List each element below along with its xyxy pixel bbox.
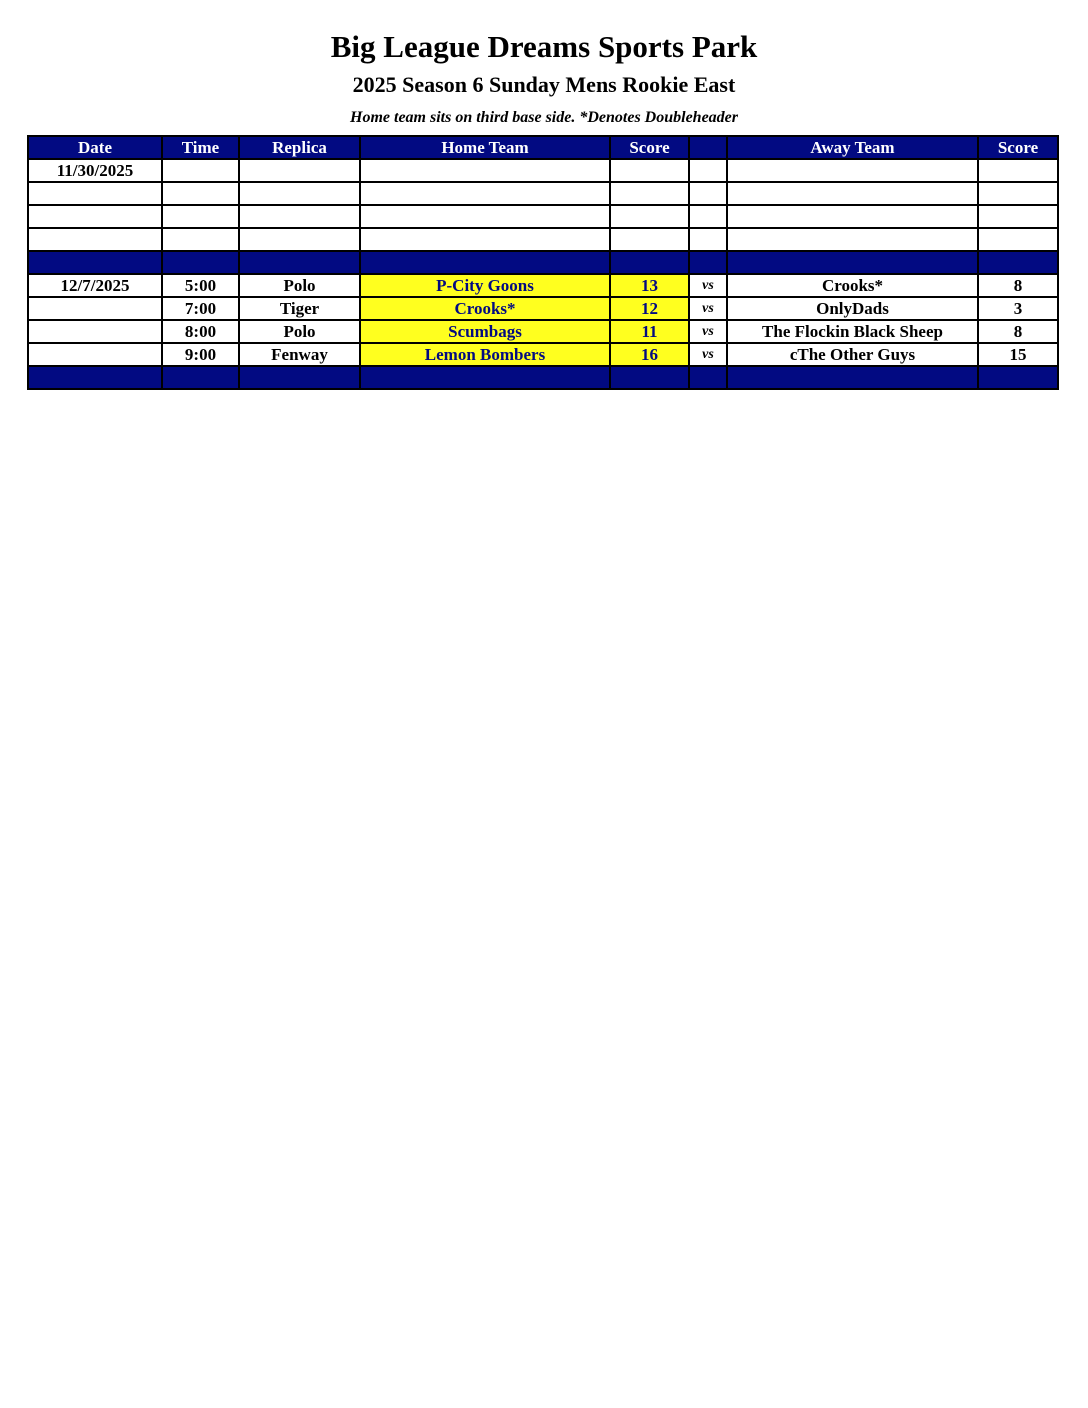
away-score-cell: 8 xyxy=(978,320,1058,343)
table-row xyxy=(28,297,1058,320)
table-row xyxy=(28,343,1058,366)
separator-row xyxy=(28,251,1058,274)
away-team-cell: The Flockin Black Sheep xyxy=(727,320,978,343)
table-row xyxy=(28,228,1058,251)
table-row xyxy=(28,274,1058,297)
away-team-cell: cThe Other Guys xyxy=(727,343,978,366)
away-score-cell: 8 xyxy=(978,274,1058,297)
field-cell: Polo xyxy=(239,320,360,343)
away-team-cell: Crooks* xyxy=(727,274,978,297)
col-time: Time xyxy=(162,136,239,159)
field-cell: Tiger xyxy=(239,297,360,320)
col-home-score: Score xyxy=(610,136,689,159)
time-cell: 8:00 xyxy=(162,320,239,343)
away-team-cell: OnlyDads xyxy=(727,297,978,320)
time-cell: 5:00 xyxy=(162,274,239,297)
vs-cell: vs xyxy=(689,343,727,366)
date-cell: 12/7/2025 xyxy=(28,274,162,297)
col-away-team: Away Team xyxy=(727,136,978,159)
col-away-score: Score xyxy=(978,136,1058,159)
col-home-team: Home Team xyxy=(360,136,610,159)
page-title: Big League Dreams Sports Park xyxy=(330,29,758,64)
col-date: Date xyxy=(28,136,162,159)
table-row xyxy=(28,205,1058,228)
home-team-cell: P-City Goons xyxy=(360,274,610,297)
away-score-cell: 15 xyxy=(978,343,1058,366)
table-row xyxy=(28,320,1058,343)
away-score-cell: 3 xyxy=(978,297,1058,320)
vs-cell: vs xyxy=(689,274,727,297)
vs-cell: vs xyxy=(689,320,727,343)
col-replica: Replica xyxy=(239,136,360,159)
page-note: Home team sits on third base side. *Denotes Doubleheader xyxy=(350,109,738,126)
home-score-cell: 12 xyxy=(610,297,689,320)
page-subtitle: 2025 Season 6 Sunday Mens Rookie East xyxy=(352,72,736,97)
date-cell: 11/30/2025 xyxy=(28,159,162,182)
time-cell: 9:00 xyxy=(162,343,239,366)
col-vs xyxy=(689,136,727,159)
table-row xyxy=(28,159,1058,182)
field-cell: Fenway xyxy=(239,343,360,366)
home-score-cell: 11 xyxy=(610,320,689,343)
header-row xyxy=(28,136,1058,159)
home-score-cell: 16 xyxy=(610,343,689,366)
home-team-cell: Lemon Bombers xyxy=(360,343,610,366)
field-cell: Polo xyxy=(239,274,360,297)
vs-cell: vs xyxy=(689,297,727,320)
separator-row xyxy=(28,366,1058,389)
home-score-cell: 13 xyxy=(610,274,689,297)
home-team-cell: Crooks* xyxy=(360,297,610,320)
time-cell: 7:00 xyxy=(162,297,239,320)
schedule-table xyxy=(27,135,1059,390)
table-row xyxy=(28,182,1058,205)
home-team-cell: Scumbags xyxy=(360,320,610,343)
